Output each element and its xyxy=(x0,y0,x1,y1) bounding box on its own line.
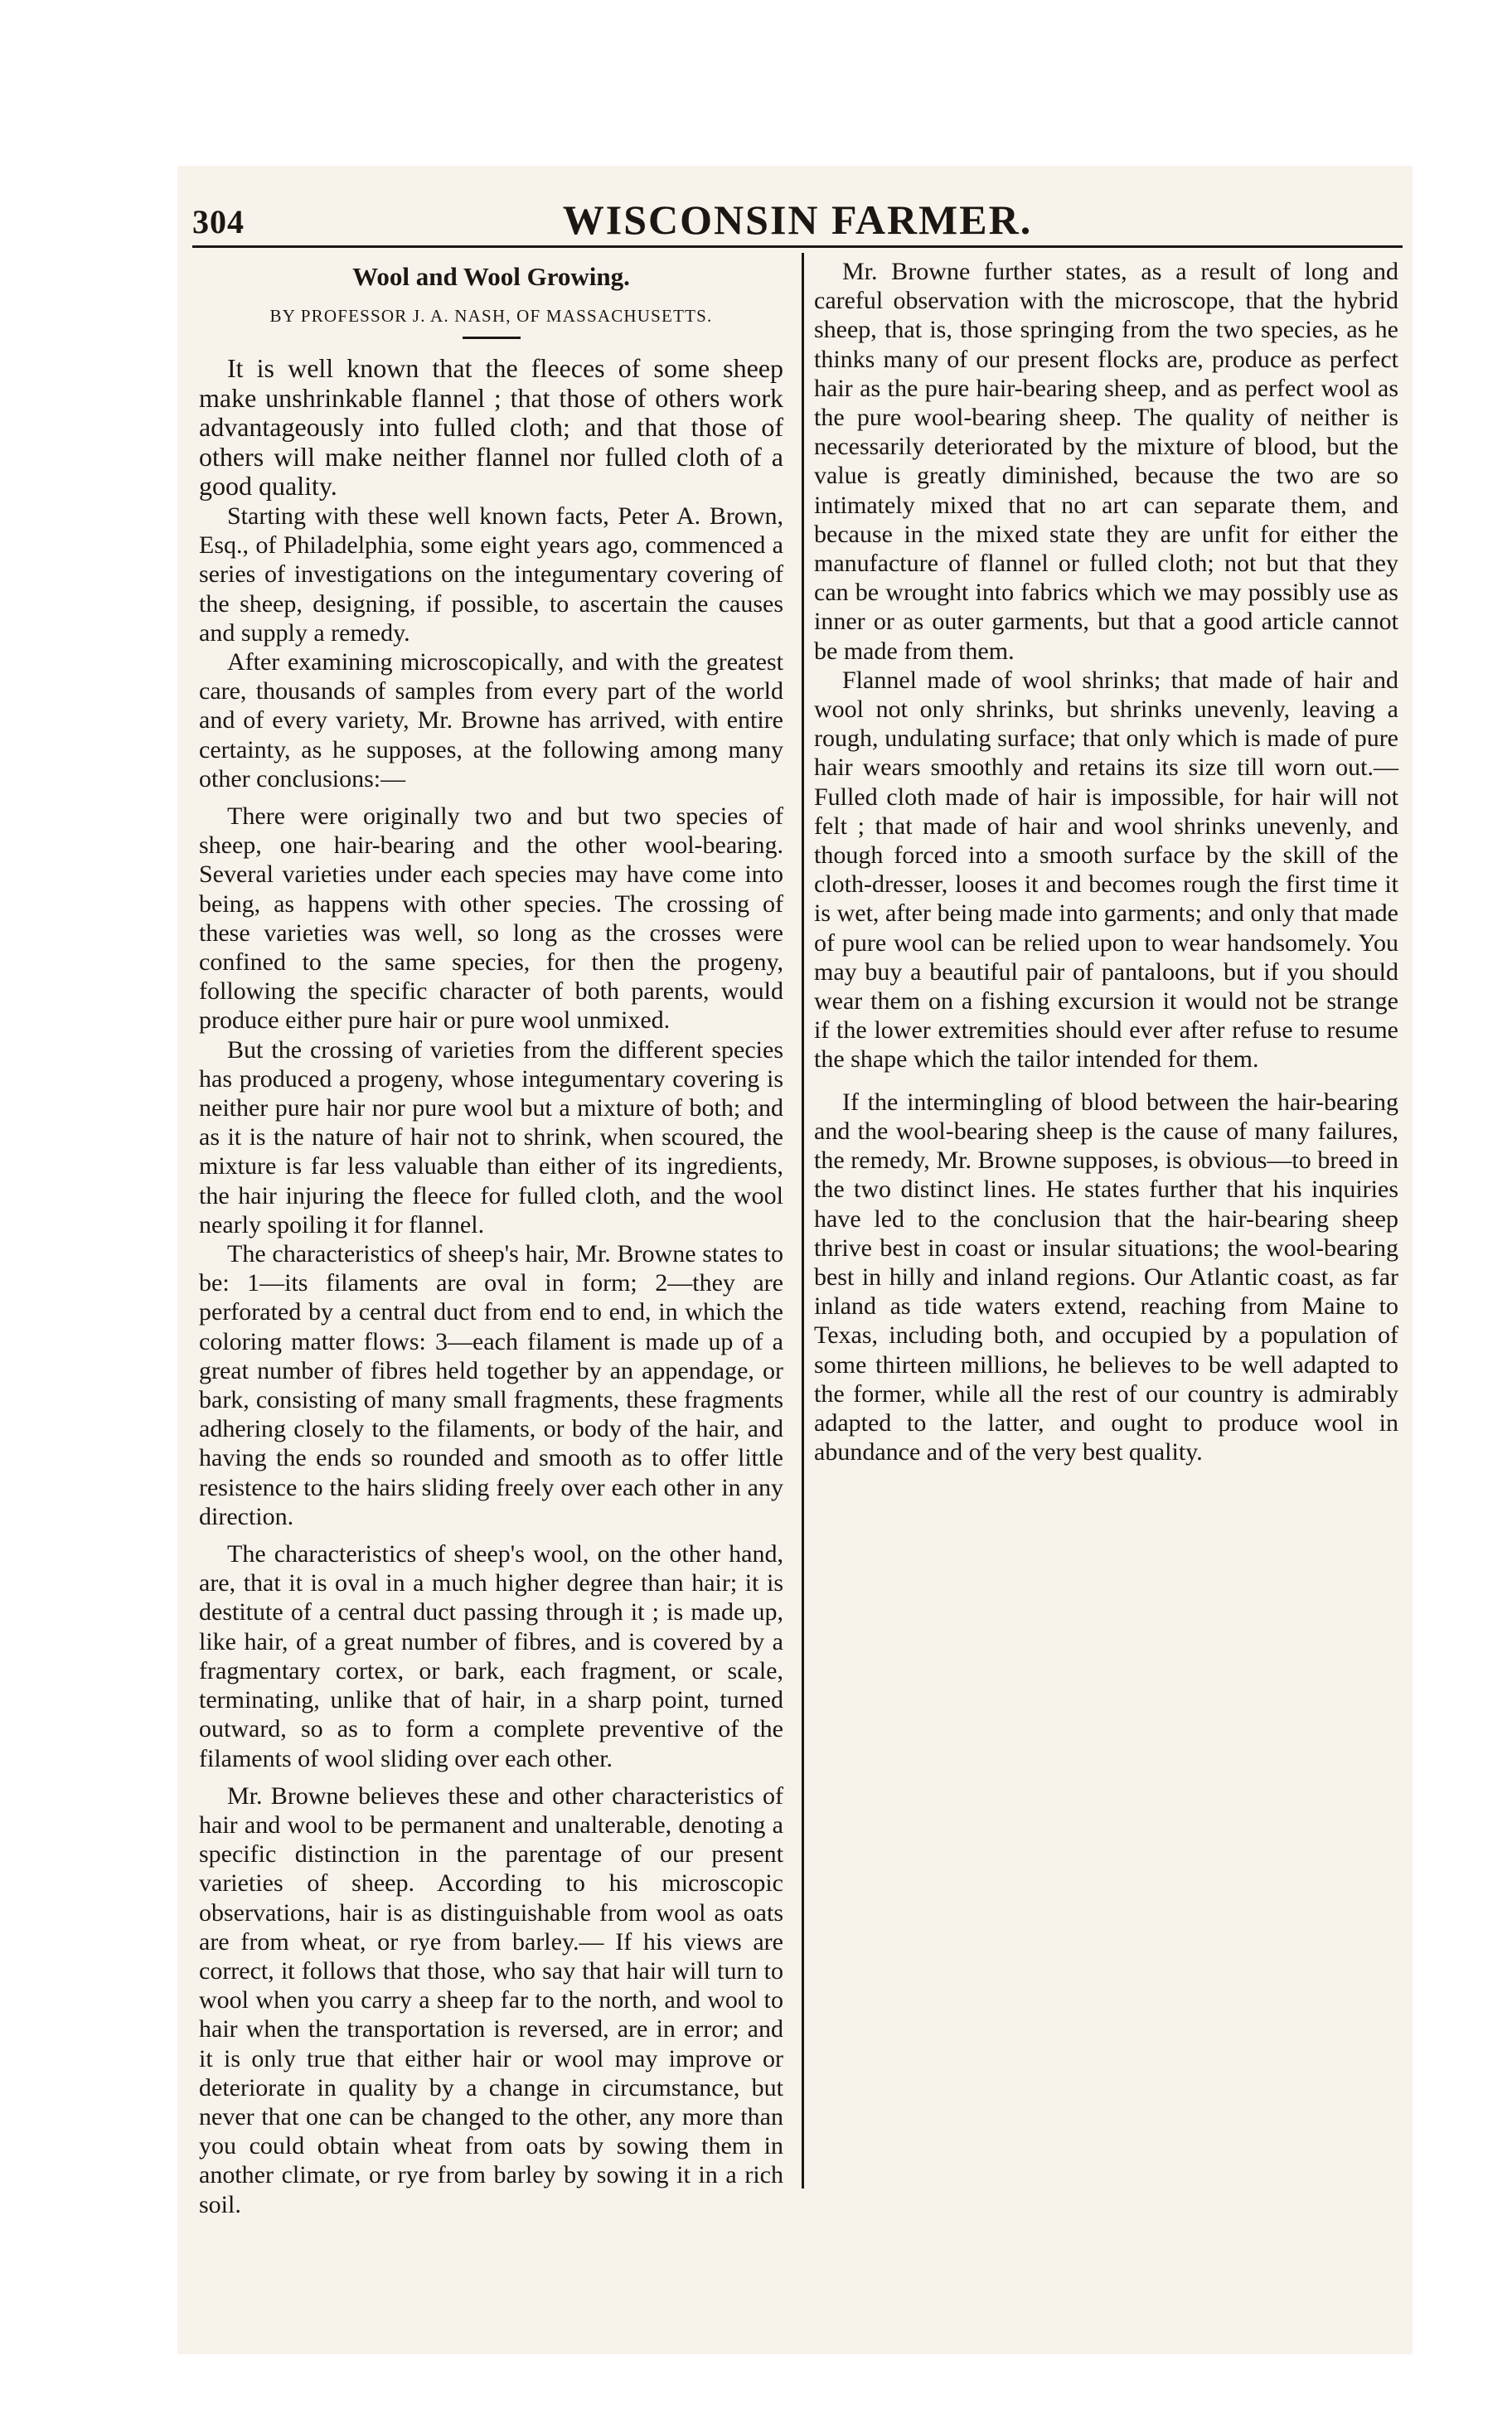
left-column xyxy=(199,257,783,2218)
right-column xyxy=(814,257,1398,2189)
paragraph-5: But the crossing of varieties from the different species has produced a progeny, whose integumentary covering is neither pure hair nor pure wool but a mixture of both; and as it is the nature of hair not to shrink, when scoured, the mixture is far less valuable than either of its ingredients, the hair injuring the fleece for fulled cloth, and the wool nearly spoiling it for flannel. xyxy=(199,1035,783,1239)
column-divider xyxy=(802,253,804,2189)
paragraph-9: Mr. Browne further states, as a result of long and careful observation with the microscope, that the hybrid sheep, that is, those springing from the two species, as he thinks many of our present flocks are, produce as perfect hair as the pure hair-bearing sheep, and as perfect wool as the pure wool-bearing sheep. The quality of neither is necessarily deteriorated by the mixture of blood, but the value is greatly diminished, because the two are so intimately mixed that no art can separate them, and because in the mixed state they are unfit for either the manufacture of flannel or fulled cloth; not but that they can be wrought into fabrics which we may possibly use as inner or as outer garments, but that a good article cannot be made from them. xyxy=(814,258,1398,665)
paragraph-10: Flannel made of wool shrinks; that made of hair and wool not only shrinks, but shrinks unevenly, leaving a rough, undulating surface; that only which is made of pure hair wears smoothly and retains its size till worn out.— Fulled cloth made of hair is impossible, for hair will not felt ; that made of hair and wool shrinks unevenly, and though forced into a smooth surface by the skill of the cloth-dresser, looses it and becomes rough the first time it is wet, after being made into garments; and only that made of pure wool can be relied upon to wear handsomely. You may buy a beautiful pair of pantaloons, but if you should wear them on a fishing excursion it would not be strange if the lower extremities should ever after refuse to resume the shape which the tailor intended for them. xyxy=(814,666,1398,1074)
paragraph-3: After examining microscopically, and with the greatest care, thousands of samples from every part of the world and of every variety, Mr. Browne has arrived, with entire certainty, as he supposes, at the following among many other conclusions:— xyxy=(199,647,783,793)
article-byline: BY PROFESSOR J. A. NASH, OF MASSACHUSETTS. xyxy=(269,306,713,326)
page-number: 304 xyxy=(192,203,245,240)
paragraph-11: If the intermingling of blood between the hair-bearing and the wool-bearing sheep is the cause of many failures, the remedy, Mr. Browne supposes, is obvious—to breed in the two distinct lines. He states further that his inquiries have led to the conclusion that the hair-bearing sheep thrive best in coast or insular situations; the wool-bearing best in hilly and inland regions. Our Atlantic coast, as far inland as tide waters extend, reaching from Maine to Texas, including both, and occupied by a population of some thirteen millions, he believes to be well adapted to the former, while all the rest of our country is admirably adapted to the latter, and ought to produce wool in abundance and of the very best quality. xyxy=(814,1088,1398,1466)
paragraph-2: Starting with these well known facts, Peter A. Brown, Esq., of Philadelphia, some eight years ago, commenced a series of investigations on the integumentary covering of the sheep, designing, if possible, to ascertain the causes and supply a remedy. xyxy=(199,502,783,647)
header-rule xyxy=(192,245,1403,248)
paragraph-1: It is well known that the fleeces of some sheep make unshrinkable flannel ; that those of others work advantageously into fulled cloth; and that those of others will make neither flannel nor fulled cloth of a good quality. xyxy=(199,353,783,502)
journal-title: WISCONSIN FARMER. xyxy=(562,196,1033,243)
paragraph-4: There were originally two and but two species of sheep, one hair-bearing and the other wool-bearing. Several varieties under each species may have come into being, as happens with other species. The crossing of these varieties was well, so long as the crosses were confined to the same species, for then the progeny, following the specific character of both parents, would produce either pure hair or pure wool unmixed. xyxy=(199,802,783,1035)
paragraph-8: Mr. Browne believes these and other characteristics of hair and wool to be permanent and unalterable, denoting a specific distinction in the parentage of our present varieties of sheep. According to his microscopic observations, hair is as distinguishable from wool as oats are from wheat, or rye from barley.— If his views are correct, it follows that those, who say that hair will turn to wool when you carry a sheep far to the north, and wool to hair when the transportation is reversed, are in error; and it is only true that either hair or wool may improve or deteriorate in quality by a change in circumstance, but never that one can be changed to the other, any more than you could obtain wheat from oats by sowing them in another climate, or rye from barley by sowing it in a rich soil. xyxy=(199,1781,783,2218)
paragraph-7: The characteristics of sheep's wool, on the other hand, are, that it is oval in a much higher degree than hair; it is destitute of a central duct passing through it ; is made up, like hair, of a great number of fibres, and is covered by a fragmentary cortex, or bark, each fragment, or scale, terminating, unlike that of hair, in a sharp point, turned outward, so as to form a complete preventive of the filaments of wool sliding over each other. xyxy=(199,1540,783,1772)
byline-rule xyxy=(463,337,521,339)
paragraph-6: The characteristics of sheep's hair, Mr. Browne states to be: 1—its filaments are oval in form; 2—they are perforated by a central duct from end to end, in which the coloring matter flows: 3—each filament is made up of a great number of fibres held together by an appendage, or bark, consisting of many small fragments, these fragments adhering closely to the filaments, or body of the hair, and having the ends so rounded and smooth as to offer little resistence to the hairs sliding freely over each other in any direction. xyxy=(199,1240,783,1530)
article-title: Wool and Wool Growing. xyxy=(352,262,630,291)
